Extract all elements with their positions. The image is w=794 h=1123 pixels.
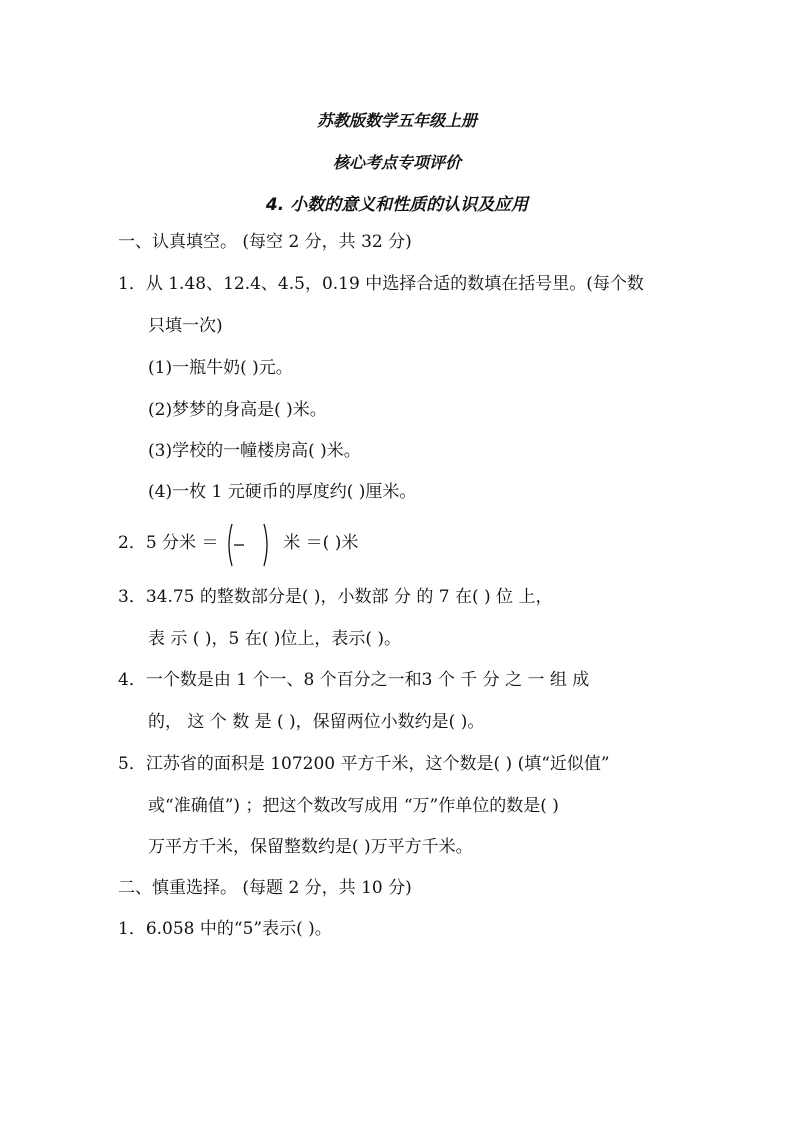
question-1-item-1: (1)一瓶牛奶( )元。 [148,358,293,378]
question-5-line-3: 万平方千米，保留整数约是( )万平方千米。 [148,837,473,857]
book-title: 苏教版数学五年级上册 [316,111,477,130]
section2-heading: 二、慎重选择。 (每题 2 分，共 10 分) [118,878,412,898]
question-5-line-1: 5．江苏省的面积是 107200 平方千米，这个数是( ) (填“近似值” [118,754,610,774]
unit-title: 4. 小数的意义和性质的认识及应用 [265,195,529,215]
fraction-blank [224,534,278,554]
question-5-line-2: 或“准确值”) ；把这个数改写成用 “万”作单位的数是( ) [148,796,559,816]
question-3-line-1: 3．34.75 的整数部分是( )，小数部 分 的 7 在( ) 位 上， [118,587,553,607]
question-1-item-4: (4)一枚 1 元硬币的厚度约( )厘米。 [148,482,417,502]
question-2-suffix: 米 ＝( )米 [283,533,359,553]
question-4-line-1: 4．一个数是由 1 个一、8 个百分之一和3 个 千 分 之 一 组 成 [118,670,590,690]
assessment-title: 核心考点专项评价 [332,153,461,172]
question-1-item-2: (2)梦梦的身高是( )米。 [148,400,327,420]
question-2-prefix: 2．5 分米 ＝ [118,533,219,553]
question-4-line-2: 的， 这 个 数 是 ( )，保留两位小数约是( )。 [148,712,485,732]
question-1-line-1: 1．从 1.48、12.4、4.5，0.19 中选择合适的数填在括号里。(每个数 [118,274,644,294]
question-2 [118,533,358,554]
section1-heading: 一、认真填空。 (每空 2 分，共 32 分) [118,232,412,252]
question-1-line-2: 只填一次) [148,316,223,336]
section2-question-1: 1．6.058 中的“5”表示( )。 [118,919,332,939]
question-1-item-3: (3)学校的一幢楼房高( )米。 [148,441,361,461]
question-3-line-2: 表 示 ( )，5 在( )位上，表示( )。 [148,629,402,649]
fraction-bracket-icon [224,522,278,568]
